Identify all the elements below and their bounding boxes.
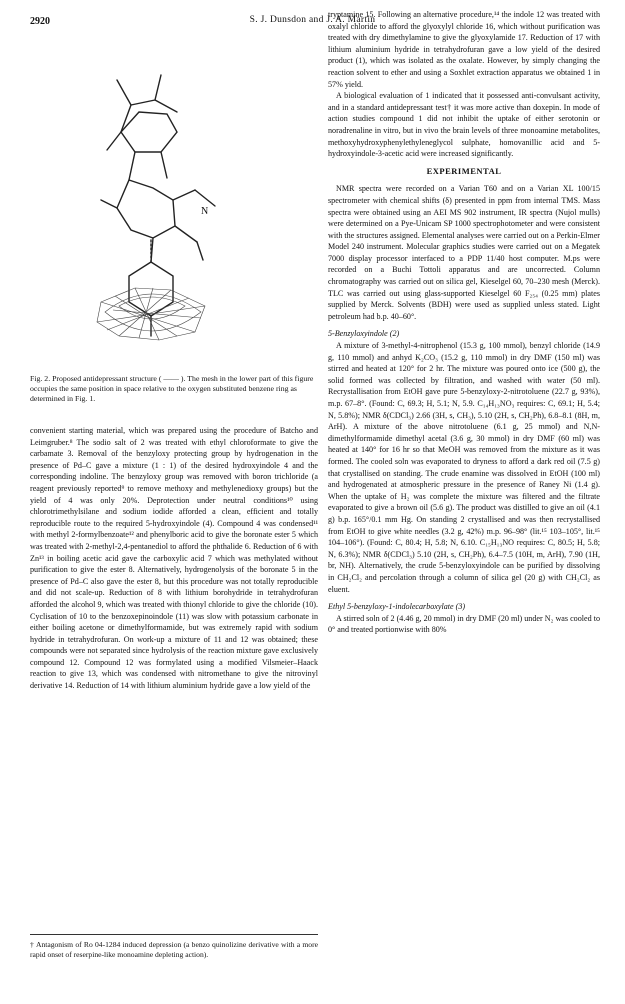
- experimental-paragraph: NMR spectra were recorded on a Varian T60 and on a Varian XL 100/15 spectrometer with chemical shifts (δ) presented in ppm from internal TMS. Mass spectra were obtained using an AEI MS 902 instrument, IR spectra (Nujol mulls) were determined on a Pye-Unicam SP 1000 spectrophotometer and were consistent with the structures assigned. Elemental analyses were carried out on a Perkin-Elmer Model 240 instrument. Molecular graphics studies were carried out on a Megatek 7000 display processor interfaced to a PDP 11/40 host computer. M.ps were recorded on a Buchi Tottoli apparatus and are uncorrected. Column chromatography was carried out on silica gel, Kieselgel 60, 70–230 mesh (Merck). TLC was carried out using glass-supported Kieselgel 60 F₂₅₄ (0.25 mm) plates supplied by Merck. Solvents (BDH) were used as supplied unless stated. Light petroleum had b.p. 40–60°.: [328, 184, 600, 321]
- right-column: [328, 9, 600, 636]
- page-number: 2920: [30, 16, 50, 27]
- subsection-title: Ethyl 5-benzyloxy-1-indolecarboxylate (3): [328, 602, 466, 612]
- footnote: † Antagonism of Ro 04-1284 induced depression (a benzo quinolizine derivative with a more rapid onset of reserpine-like monoamine depleting action).: [30, 940, 318, 959]
- figure-caption: Fig. 2. Proposed antidepressant structure ( —— ). The mesh in the lower part of this figure occupies the same position in space relative to the oxygen substituted benzene ring as determined in Fig. 1.: [30, 374, 314, 403]
- left-column: [30, 425, 318, 692]
- right-paragraph: tryptamine 15. Following an alternative procedure,¹⁴ the indole 12 was treated with oxalyl chloride to afford the glyoxylyl chloride 16, which without purification was treated with dry dimethylamine to give the glyoxylamide 17. Reduction of 17 with lithium aluminium hydride in tetrahydrofuran gave a low yield of the desired product (1), which was isolated as the oxalate. However, by simply changing the reaction solvent to ether and using a Soxhlet extraction apparatus we obtained 1 in 57% yield.: [328, 10, 600, 89]
- subsection-title: 5-Benzyloxyindole (2): [328, 329, 400, 339]
- nitrogen-atom-label: N: [201, 206, 209, 217]
- right-paragraph: A biological evaluation of 1 indicated that it possessed anti-convulsant activity, and in a standard antidepressant test† it was more active than doxepin. In mode of action studies compound 1 did not inhibit the uptake of either serotonin or noradrenaline in vitro, but in vivo the brain levels of three monoamine metabolites, methoxyhydroxyphenylethyleneglycol sulphate, homovanillic acid and 5-hydroxyindole-3-acetic acid were increased significantly.: [328, 91, 600, 159]
- subsection-text: A mixture of 3-methyl-4-nitrophenol (15.3 g, 100 mmol), benzyl chloride (14.9 g, 110 mmol) and anhyd K₂CO₃ (15.2 g, 110 mmol) in dry DMF (150 ml) was stirred and heated at 120° for 2 hr. The mixture was poured onto ice (500 g), the solid formed was collected by filtration, and washed with water (50 ml). Recrystallisation from EtOH gave pure 5-benzyloxy-2-nitrotoluene (22.7 g, 93%), m.p. 67–8°. (Found: C, 69.3; H, 5.1; N, 5.9. C₁₄H₁₃NO₃ requires: C, 69.1; H, 5.4; N, 5.8%); NMR δ(CDCl₃) 2.66 (3H, s, CH₃), 5.10 (2H, s, CH₂Ph), 6.8–8.1 (8H, m, ArH). A mixture of the above nitrotoluene (6.1 g, 25 mmol) and N,N-dimethylformamide dimethyl acetal (3.6 g, 30 mmol) in dry DMF (60 ml) was heated at 140° for 16 hr so that MeOH was removed from the mixture as it was formed. The cooled soln was evaporated to dryness to afford a dark red oil (7.5 g) that crystallised on standing. The crude enamine was dissolved in EtOH (100 ml) and hydrogenated at atmospheric pressure in the presence of Raney Ni (1.4 g). When the uptake of H₂ was complete the mixture was filtered and the filtrate evaporated to give a brown oil (5.6 g). The product was distilled to give an oil (4.1 g) b.p. 165°/0.1 mm Hg. On standing 2 crystallised and was then recrystallised from EtOH to give white needles (3.2 g, 42%) m.p. 96–98° (lit.¹⁵ 103–105°, lit.¹⁵ 104–106°). (Found: C, 80.4; H, 5.8; N, 6.10. C₁₅H₁₃NO requires: C, 80.5; H, 5.8; N, 6.3%); NMR δ(CDCl₃) 5.10 (2H, s, CH₂Ph), 6.4–7.5 (10H, m, ArH), 7.90 (1H, br, NH). Alternatively, the crude 5-benzyloxyindole can be purified by dissolving in CH₂Cl₂ and percolation through a column of silica gel (20 g) with CH₂Cl₂ as eluent.: [328, 341, 600, 594]
- left-paragraph: convenient starting material, which was prepared using the procedure of Batcho and Leimgruber.⁸ The sodio salt of 2 was treated with ethyl chloroformate to give the carbamate 3. Removal of the benzyloxy protecting group by hydrogenation in the presence of Pd–C gave a mixture (1 : 1) of the desired hydroxyindole 4 and the corresponding indoline. The benzyloxy group was removed with boron trichloride (a reagent previously reported⁹ to remove methoxy and methylenedioxy groups) but the yield of 4 was only 20%. Deprotection under neutral conditions¹⁰ using chlorotrimethylsilane and sodium iodide afforded a clean, efficient and totally reproducible route to the required 5-hydroxyindole (4). Compound 4 was condensed¹¹ with methyl 2-formylbenzoate¹² and phenylboric acid to give the boronate ester 5 which was treated with 2-methyl-2,4-pentanediol to afford the phthalide 6. Reduction of 6 with Zn¹³ in boiling acetic acid gave the carboxylic acid 7 which was methylated without purification to give the ester 8. Alternatively, hydrogenolysis of the boronate 5 in the presence of Pd–C also gave the ester 8, but this procedure was not totally reproducible and did not scale-up. Reduction of 8 with lithium borohydride in tetrahydrofuran afforded the alcohol 9, which was treated with thionyl chloride to give the chloride (10). Cyclisation of 10 to the benzoxepinoindole (11) was slow with potassium carbonate in either boiling acetone or dimethylformamide, but was extremely rapid with sodium hydride in tetrahydrofuran. On work-up a mixture of 11 and 12 was obtained; these compounds were not separated since hydrolysis of the reaction mixture gave exclusively compound 12. Compound 12 was formylated using a modified Vilsmeier–Haack reaction to give 13, which was condensed with nitromethane to give the nitrovinyl derivative 14. Reduction of 14 with lithium aluminium hydride gave a low yield of the: [30, 426, 318, 691]
- subsection-text: A stirred soln of 2 (4.46 g, 20 mmol) in dry DMF (20 ml) under N₂ was cooled to 0° and treated portionwise with 80%: [328, 613, 600, 635]
- running-head: S. J. Dunsdon and J. A. Martin: [249, 15, 376, 25]
- experimental-heading: EXPERIMENTAL: [426, 165, 502, 176]
- footnote-divider: [30, 934, 318, 935]
- molecular-structure-figure: [55, 40, 275, 360]
